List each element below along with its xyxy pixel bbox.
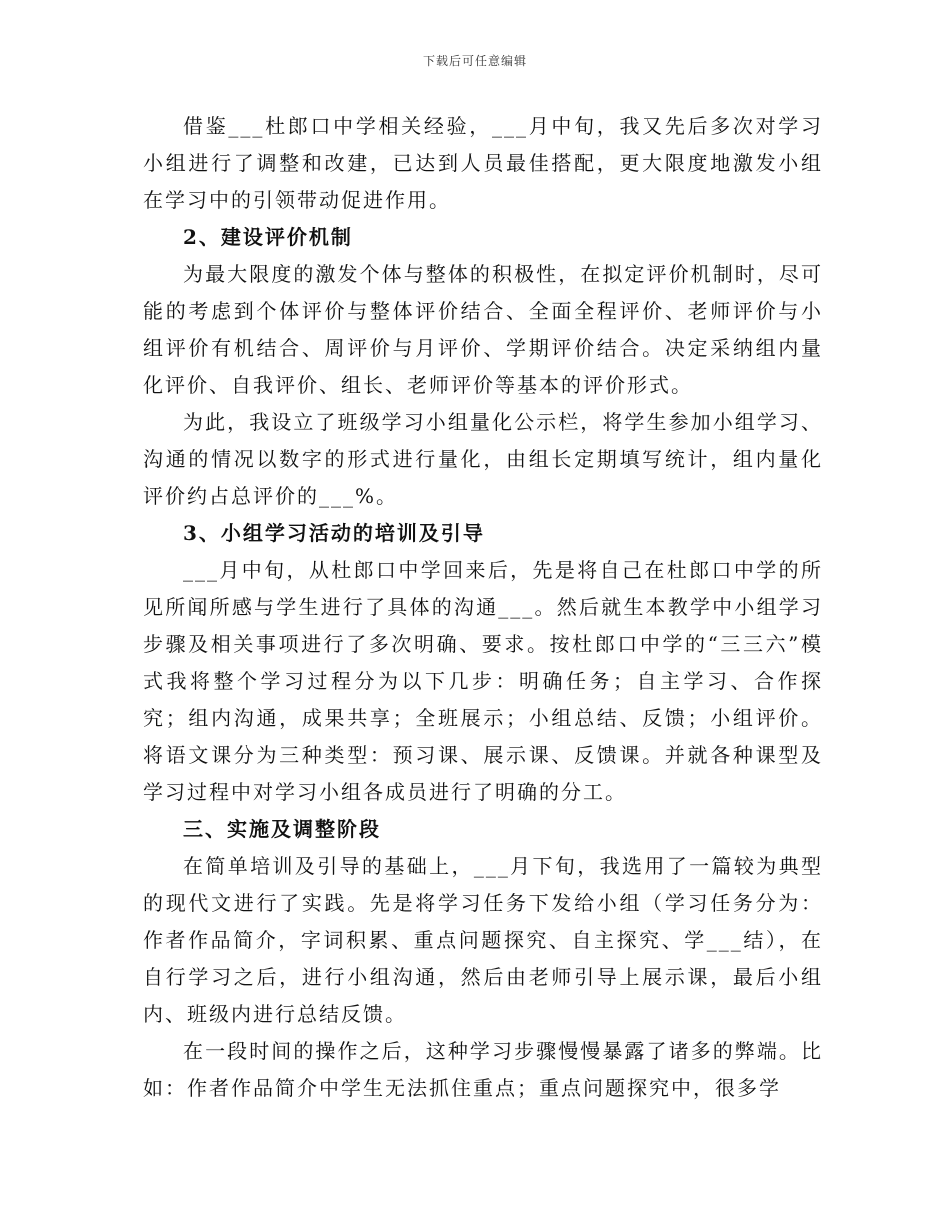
page-header: 下载后可任意编辑 (422, 54, 527, 68)
section-heading-stage-3: 三、实施及调整阶段 (183, 817, 381, 841)
paragraph-3: 为此，我设立了班级学习小组量化公示栏，将学生参加小组学习、沟通的情况以数字的形式进行量化，由组长定期填写统计，组内量化评价约占总评价的___%。 (143, 410, 823, 508)
paragraph-5: 在简单培训及引导的基础上，___月下旬，我选用了一篇较为典型的现代文进行了实践。先是将学习任务下发给小组（学习任务分为：作者作品简介，字词积累、重点问题探究、自主探究、学___结），在自行学习之后，进行小组沟通，然后由老师引导上展示课，最后小组内、班级内进行总结反馈。 (143, 854, 823, 1026)
paragraph-1: 借鉴___杜郎口中学相关经验，___月中旬，我又先后多次对学习小组进行了调整和改建，已达到人员最佳搭配，更大限度地激发小组在学习中的引领带动促进作用。 (143, 114, 823, 212)
document-body (143, 108, 823, 1107)
section-heading-2: 2、建设评价机制 (183, 225, 353, 249)
section-heading-3: 3、小组学习活动的培训及引导 (183, 521, 485, 545)
paragraph-4: ___月中旬，从杜郎口中学回来后，先是将自己在杜郎口中学的所见所闻所感与学生进行了具体的沟通___。然后就生本教学中小组学习步骤及相关事项进行了多次明确、要求。按杜郎口中学的“三三六”模式我将整个学习过程分为以下几步：明确任务；自主学习、合作探究；组内沟通，成果共享；全班展示；小组总结、反馈；小组评价。将语文课分为三种类型：预习课、展示课、反馈课。并就各种课型及学习过程中对学习小组各成员进行了明确的分工。 (143, 558, 823, 804)
paragraph-6: 在一段时间的操作之后，这种学习步骤慢慢暴露了诸多的弊端。比如：作者作品简介中学生无法抓住重点；重点问题探究中，很多学 (143, 1039, 823, 1100)
paragraph-2: 为最大限度的激发个体与整体的积极性，在拟定评价机制时，尽可能的考虑到个体评价与整体评价结合、全面全程评价、老师评价与小组评价有机结合、周评价与月评价、学期评价结合。决定采纳组内量化评价、自我评价、组长、老师评价等基本的评价形式。 (143, 262, 823, 397)
